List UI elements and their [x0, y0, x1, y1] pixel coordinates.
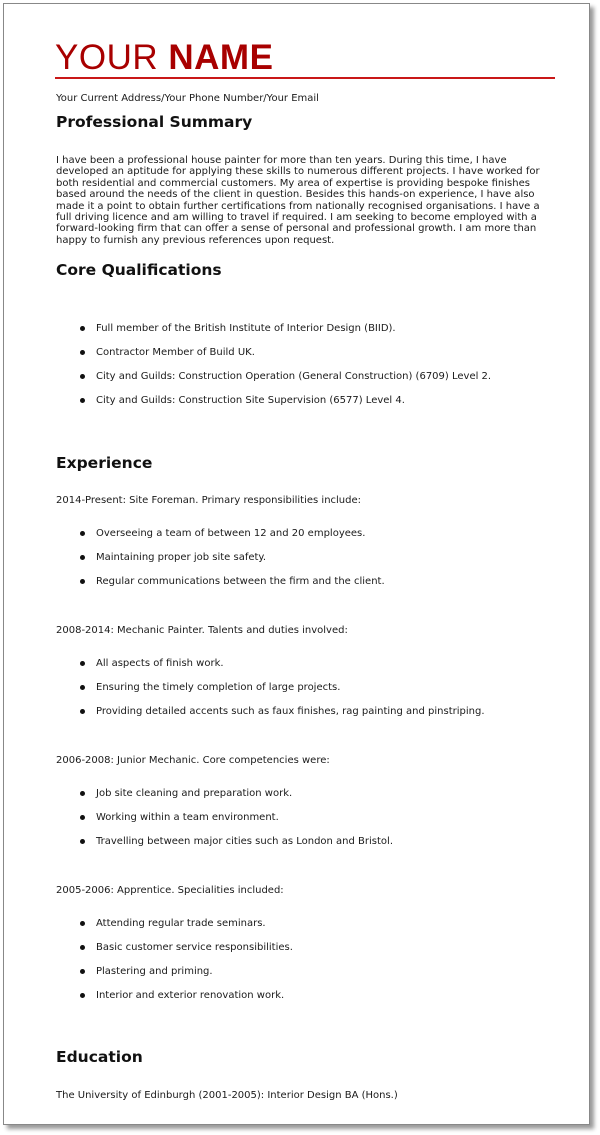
qualifications-list [4, 322, 564, 418]
list-item: Job site cleaning and preparation work. [4, 787, 564, 811]
list-item: City and Guilds: Construction Site Supervision (6577) Level 4. [4, 394, 564, 418]
list-item: Attending regular trade seminars. [4, 917, 564, 941]
qualifications-heading: Core Qualifications [56, 261, 222, 279]
list-item: Maintaining proper job site safety. [4, 551, 564, 575]
education-heading: Education [56, 1048, 143, 1066]
summary-heading: Professional Summary [56, 113, 253, 131]
list-item: Providing detailed accents such as faux finishes, rag painting and pinstriping. [4, 705, 564, 729]
job-title: 2008-2014: Mechanic Painter. Talents and duties involved: [56, 625, 348, 636]
list-item: Travelling between major cities such as London and Bristol. [4, 835, 564, 859]
list-item: Overseeing a team of between 12 and 20 employees. [4, 527, 564, 551]
list-item: All aspects of finish work. [4, 657, 564, 681]
list-item: City and Guilds: Construction Operation (General Construction) (6709) Level 2. [4, 370, 564, 394]
list-item: Interior and exterior renovation work. [4, 989, 564, 1013]
list-item: Regular communications between the firm and the client. [4, 575, 564, 599]
list-item: Basic customer service responsibilities. [4, 941, 564, 965]
job-duties-list [4, 917, 564, 1013]
job-title: 2005-2006: Apprentice. Specialities included: [56, 885, 284, 896]
job-title: 2014-Present: Site Foreman. Primary responsibilities include: [56, 495, 362, 506]
list-item: Contractor Member of Build UK. [4, 346, 564, 370]
contact-line: Your Current Address/Your Phone Number/Your Email [56, 93, 319, 104]
last-name: NAME [168, 38, 274, 77]
first-name: YOUR [55, 38, 159, 77]
experience-heading: Experience [56, 454, 153, 472]
list-item: Ensuring the timely completion of large projects. [4, 681, 564, 705]
cv-page [3, 3, 590, 1125]
education-entry: The University of Edinburgh (2001-2005): Interior Design BA (Hons.) [56, 1090, 398, 1101]
header-rule [55, 77, 555, 79]
list-item: Working within a team environment. [4, 811, 564, 835]
job-duties-list [4, 527, 564, 599]
job-title: 2006-2008: Junior Mechanic. Core competencies were: [56, 755, 330, 766]
job-duties-list [4, 787, 564, 859]
list-item: Full member of the British Institute of Interior Design (BIID). [4, 322, 564, 346]
list-item: Plastering and priming. [4, 965, 564, 989]
name-heading [55, 38, 273, 78]
job-duties-list [4, 657, 564, 729]
summary-text: I have been a professional house painter for more than ten years. During this time, I have developed an aptitude for applying these skills to numerous different projects. I have worked for both residential and commercial customers. My area of expertise is providing bespoke finishes based around the needs of the client in question. Besides this hands-on experience, I have also made it a point to obtain further certifications from nationally recognised organisations. I have a full driving licence and am willing to travel if required. I am seeking to become employed with a forward-looking firm that can offer a sense of personal and professional growth. I am more than happy to furnish any previous references upon request. [56, 155, 540, 246]
